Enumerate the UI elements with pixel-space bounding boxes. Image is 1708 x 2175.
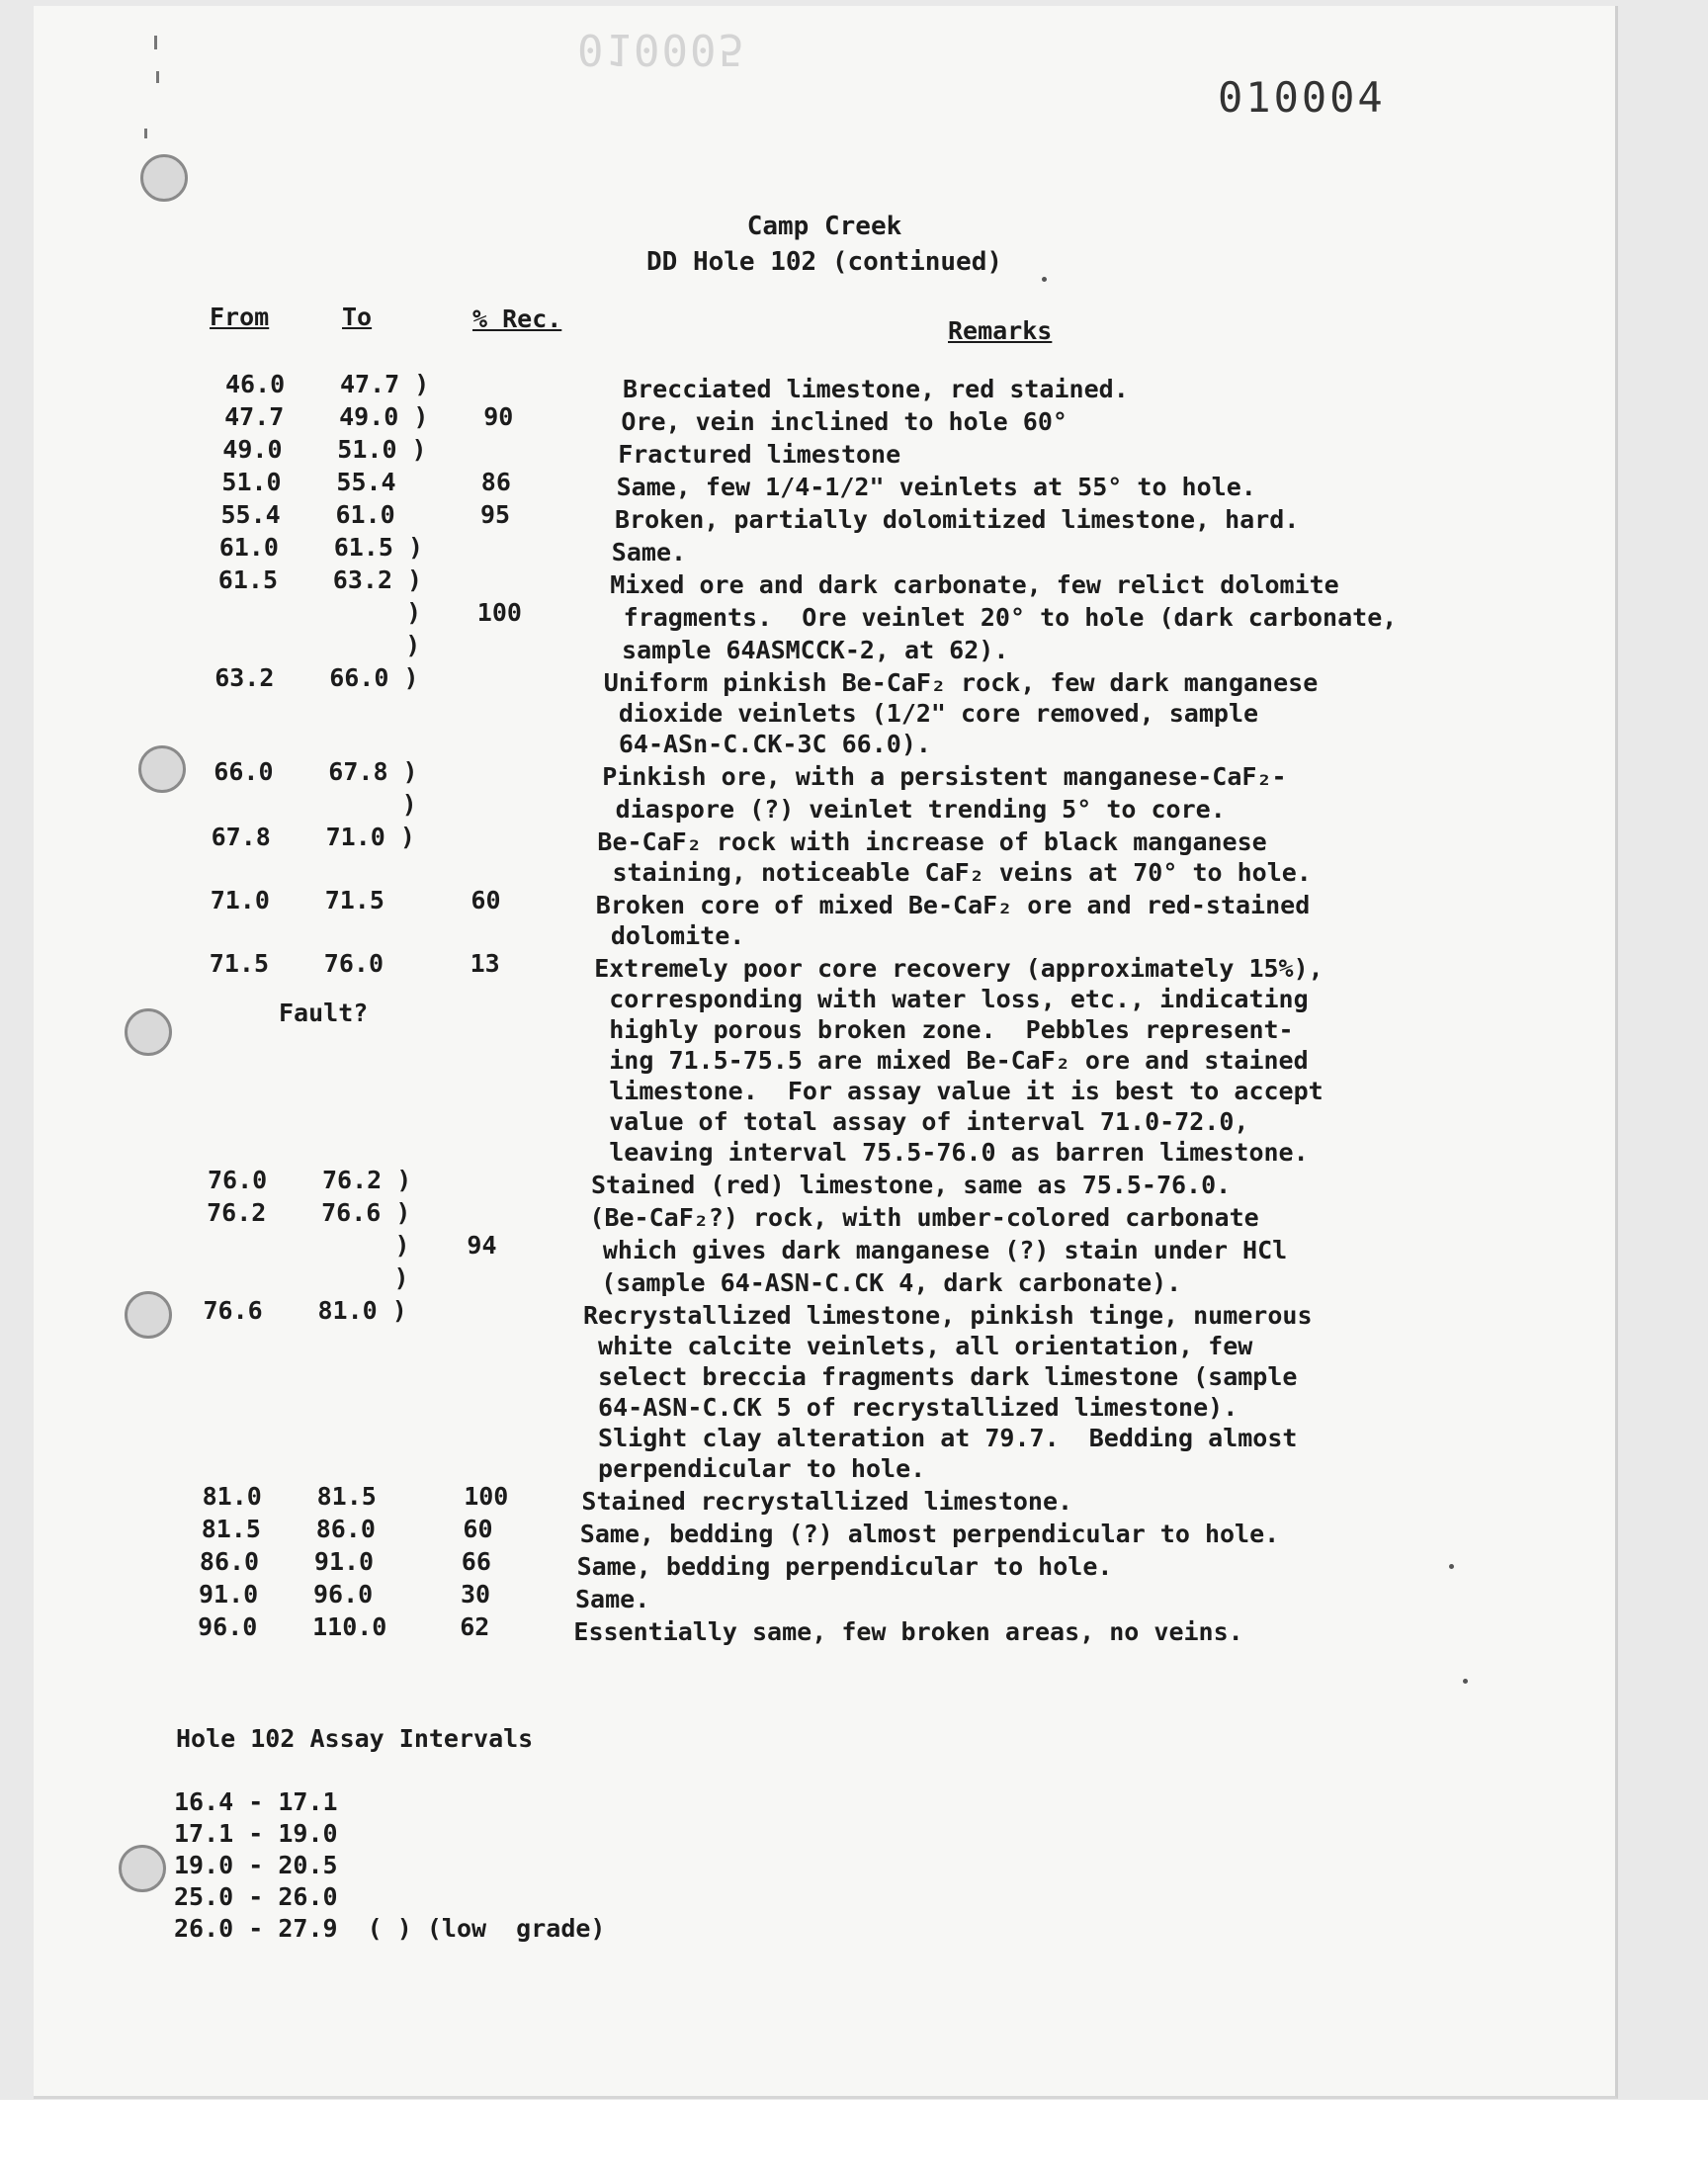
assay-interval: 16.4 - 17.1 (174, 1787, 338, 1816)
table-cell-remarks (602, 761, 1286, 792)
assay-interval: 19.0 - 20.5 (174, 1851, 338, 1879)
remark-line: Be-CaF₂ rock with increase of black manganese (597, 827, 1267, 856)
title-line-2: DD Hole 102 (continued) (645, 247, 1003, 277)
table-cell-remarks (594, 953, 1324, 1168)
table-cell-rec: 60 (463, 1515, 493, 1543)
table-cell-to: 71.5 (324, 886, 384, 914)
remark-line: Same, few 1/4-1/2" veinlets at 55° to hole. (616, 473, 1256, 501)
assay-interval: 25.0 - 26.0 (174, 1882, 338, 1911)
table-cell-to: 47.7 ) (340, 370, 430, 398)
remark-line: Recrystallized limestone, pinkish tinge, numerous (583, 1301, 1313, 1330)
remark-line: sample 64ASMCCK-2, at 62). (607, 636, 1009, 664)
speck (1042, 277, 1047, 282)
remark-line: Pinkish ore, with a persistent manganese-CaF₂- (602, 762, 1287, 791)
table-cell-from: 81.0 (202, 1482, 262, 1511)
table-cell-remarks (596, 890, 1310, 951)
table-cell-remarks (623, 374, 1129, 404)
table-cell-to: 81.5 (316, 1482, 377, 1511)
table-cell-remarks (577, 1551, 1113, 1582)
table-cell-to: ) (319, 1263, 409, 1292)
remark-line: Same. (575, 1585, 650, 1613)
table-cell-from: 66.0 (214, 757, 274, 786)
punch-hole (140, 154, 188, 202)
remark-line: corresponding with water loss, etc., indicating (594, 985, 1309, 1013)
table-cell-from: 46.0 (225, 370, 286, 398)
table-cell-to: 76.2 ) (322, 1166, 412, 1194)
table-cell-from: 61.0 (218, 533, 279, 562)
table-cell-to: 110.0 (312, 1612, 387, 1641)
table-cell-rec: 13 (470, 949, 500, 978)
header-from: From (210, 303, 270, 331)
remark-line: Essentially same, few broken areas, no veins. (573, 1617, 1243, 1646)
table-cell-from: 71.5 (209, 949, 270, 978)
header-remarks: Remarks (948, 316, 1053, 345)
table-cell-from: 49.0 (222, 435, 283, 464)
table-cell-remarks (591, 1170, 1231, 1200)
table-cell-to: ) (320, 1231, 410, 1260)
table-cell-rec: 100 (464, 1482, 509, 1511)
stamp-number: 010004 (1218, 73, 1386, 122)
table-cell-from: 51.0 (221, 468, 282, 496)
assay-title: Hole 102 Assay Intervals (176, 1724, 534, 1753)
remark-line: Same. (611, 538, 687, 566)
table-cell-to: 66.0 ) (329, 663, 419, 692)
table-cell-to: 61.5 ) (333, 533, 423, 562)
ghost-stamp-number: 010005 (577, 24, 746, 74)
remark-line: Same, bedding perpendicular to hole. (576, 1552, 1113, 1581)
table-cell-remarks (609, 602, 1398, 633)
remark-line: 64-ASn-C.CK-3C 66.0). (603, 730, 931, 758)
table-cell-from: 76.6 (203, 1296, 263, 1325)
table-cell-rec: 86 (480, 468, 511, 496)
remark-line: Slight clay alteration at 79.7. Bedding almost (583, 1424, 1298, 1452)
table-cell-to: 86.0 (315, 1515, 376, 1543)
header-rec: % Rec. (472, 304, 562, 333)
table-cell-remarks (617, 472, 1256, 502)
speck (1449, 1564, 1454, 1569)
table-cell-remarks (575, 1584, 649, 1614)
punch-hole (119, 1845, 166, 1892)
title-line-1: Camp Creek (746, 212, 902, 241)
table-cell-from: 67.8 (211, 823, 271, 851)
remark-line: (Be-CaF₂?) rock, with umber-colored carbonate (589, 1203, 1259, 1232)
table-cell-to: 76.0 (323, 949, 384, 978)
remark-line: white calcite veinlets, all orientation, few (583, 1332, 1253, 1360)
table-cell-to: 96.0 (313, 1580, 374, 1609)
table-cell-remarks (601, 794, 1226, 825)
assay-interval: 26.0 - 27.9 ( ) (low grade) (174, 1914, 606, 1943)
table-cell-from: 96.0 (198, 1612, 258, 1641)
remark-line: which gives dark manganese (?) stain under HCl (587, 1236, 1288, 1264)
remark-line: (sample 64-ASN-C.CK 4, dark carbonate). (586, 1268, 1182, 1297)
remark-line: Uniform pinkish Be-CaF₂ rock, few dark manganese (603, 668, 1319, 697)
table-cell-remarks (581, 1486, 1072, 1517)
table-cell-from: 63.2 (214, 663, 275, 692)
remark-line: fragments. Ore veinlet 20° to hole (dark carbonate, (608, 603, 1398, 632)
remark-line: Broken core of mixed Be-CaF₂ ore and red-stained (595, 891, 1311, 919)
speck (1463, 1679, 1468, 1684)
table-cell-remarks (618, 439, 900, 470)
table-cell-from: 76.2 (207, 1198, 267, 1227)
table-cell-to: 67.8 ) (328, 757, 418, 786)
table-cell-rec: 62 (460, 1612, 490, 1641)
table-cell-remarks (604, 667, 1318, 759)
table-cell-remarks (597, 826, 1311, 888)
remark-line: Mixed ore and dark carbonate, few relict dolomite (610, 570, 1339, 599)
remark-line: ing 71.5-75.5 are mixed Be-CaF₂ ore and stained (594, 1046, 1309, 1075)
table-cell-remarks (588, 1235, 1287, 1265)
remark-line: highly porous broken zone. Pebbles represent- (594, 1015, 1294, 1044)
remark-line: perpendicular to hole. (583, 1454, 926, 1483)
table-cell-from: 91.0 (199, 1580, 259, 1609)
margin-mark (144, 129, 147, 138)
fault-label: Fault? (279, 999, 369, 1027)
table-cell-remarks (583, 1300, 1313, 1484)
assay-interval: 17.1 - 19.0 (174, 1819, 338, 1848)
remark-line: 64-ASN-C.CK 5 of recrystallized limestone). (583, 1393, 1238, 1422)
table-cell-to: 71.0 ) (325, 823, 415, 851)
remark-line: Stained recrystallized limestone. (581, 1487, 1073, 1516)
table-cell-from: 86.0 (199, 1547, 260, 1576)
table-cell-remarks (586, 1267, 1181, 1298)
remark-line: dolomite. (595, 921, 745, 950)
table-cell-rec: 30 (461, 1580, 491, 1609)
table-cell-remarks (580, 1519, 1279, 1549)
table-cell-rec: 94 (467, 1231, 497, 1260)
table-cell-from: 55.4 (220, 500, 281, 529)
table-cell-to: 51.0 ) (337, 435, 427, 464)
remark-line: select breccia fragments dark limestone (sample (583, 1362, 1298, 1391)
table-cell-from: 71.0 (210, 886, 270, 914)
scan-bottom-margin (0, 2100, 1708, 2175)
remark-line: diaspore (?) veinlet trending 5° to core. (600, 795, 1226, 824)
table-cell-to: 63.2 ) (332, 566, 423, 594)
table-cell-remarks (610, 569, 1339, 600)
table-cell-to: ) (331, 598, 422, 627)
table-cell-to: 81.0 ) (317, 1296, 407, 1325)
table-cell-to: ) (327, 790, 417, 819)
table-cell-from: 47.7 (224, 402, 285, 431)
table-cell-to: 55.4 (336, 468, 396, 496)
table-cell-to: 49.0 ) (339, 402, 429, 431)
punch-hole (125, 1008, 172, 1056)
table-cell-to: 76.6 ) (321, 1198, 411, 1227)
remark-line: limestone. For assay value it is best to accept (594, 1077, 1324, 1105)
remark-line: value of total assay of interval 71.0-72.0, (594, 1107, 1249, 1136)
punch-hole (125, 1291, 172, 1339)
remark-line: Ore, vein inclined to hole 60° (621, 407, 1068, 436)
table-cell-remarks (573, 1616, 1242, 1647)
remark-line: dioxide veinlets (1/2" core removed, sample (603, 699, 1259, 728)
table-cell-to: 61.0 (335, 500, 395, 529)
table-cell-remarks (615, 504, 1299, 535)
remark-line: Extremely poor core recovery (approximately 15%), (594, 954, 1324, 983)
remark-line: staining, noticeable CaF₂ veins at 70° to hole. (597, 858, 1312, 887)
table-cell-remarks (589, 1202, 1258, 1233)
table-cell-rec: 90 (483, 402, 514, 431)
table-cell-rec: 100 (476, 598, 522, 627)
table-cell-remarks (612, 537, 686, 567)
remark-line: leaving interval 75.5-76.0 as barren limestone. (594, 1138, 1309, 1167)
table-cell-rec: 95 (480, 500, 511, 529)
table-cell-from: 61.5 (217, 566, 279, 594)
table-cell-rec: 60 (470, 886, 501, 914)
remark-line: Fractured limestone (618, 440, 901, 469)
remark-line: Same, bedding (?) almost perpendicular to hole. (579, 1520, 1280, 1548)
table-cell-remarks (621, 406, 1068, 437)
table-cell-rec: 66 (461, 1547, 491, 1576)
table-cell-remarks (607, 635, 1008, 665)
punch-hole (138, 745, 186, 793)
remark-line: Broken, partially dolomitized limestone, hard. (615, 505, 1300, 534)
remark-line: Brecciated limestone, red stained. (623, 375, 1129, 403)
margin-mark (156, 71, 159, 83)
table-cell-to: 91.0 (313, 1547, 375, 1576)
table-cell-from: 76.0 (208, 1166, 268, 1194)
margin-mark (154, 36, 157, 49)
table-cell-to: ) (331, 631, 421, 659)
remark-line: Stained (red) limestone, same as 75.5-76.0. (591, 1171, 1232, 1199)
document-page (34, 6, 1618, 2099)
table-cell-from: 81.5 (201, 1515, 261, 1543)
header-to: To (342, 303, 373, 331)
